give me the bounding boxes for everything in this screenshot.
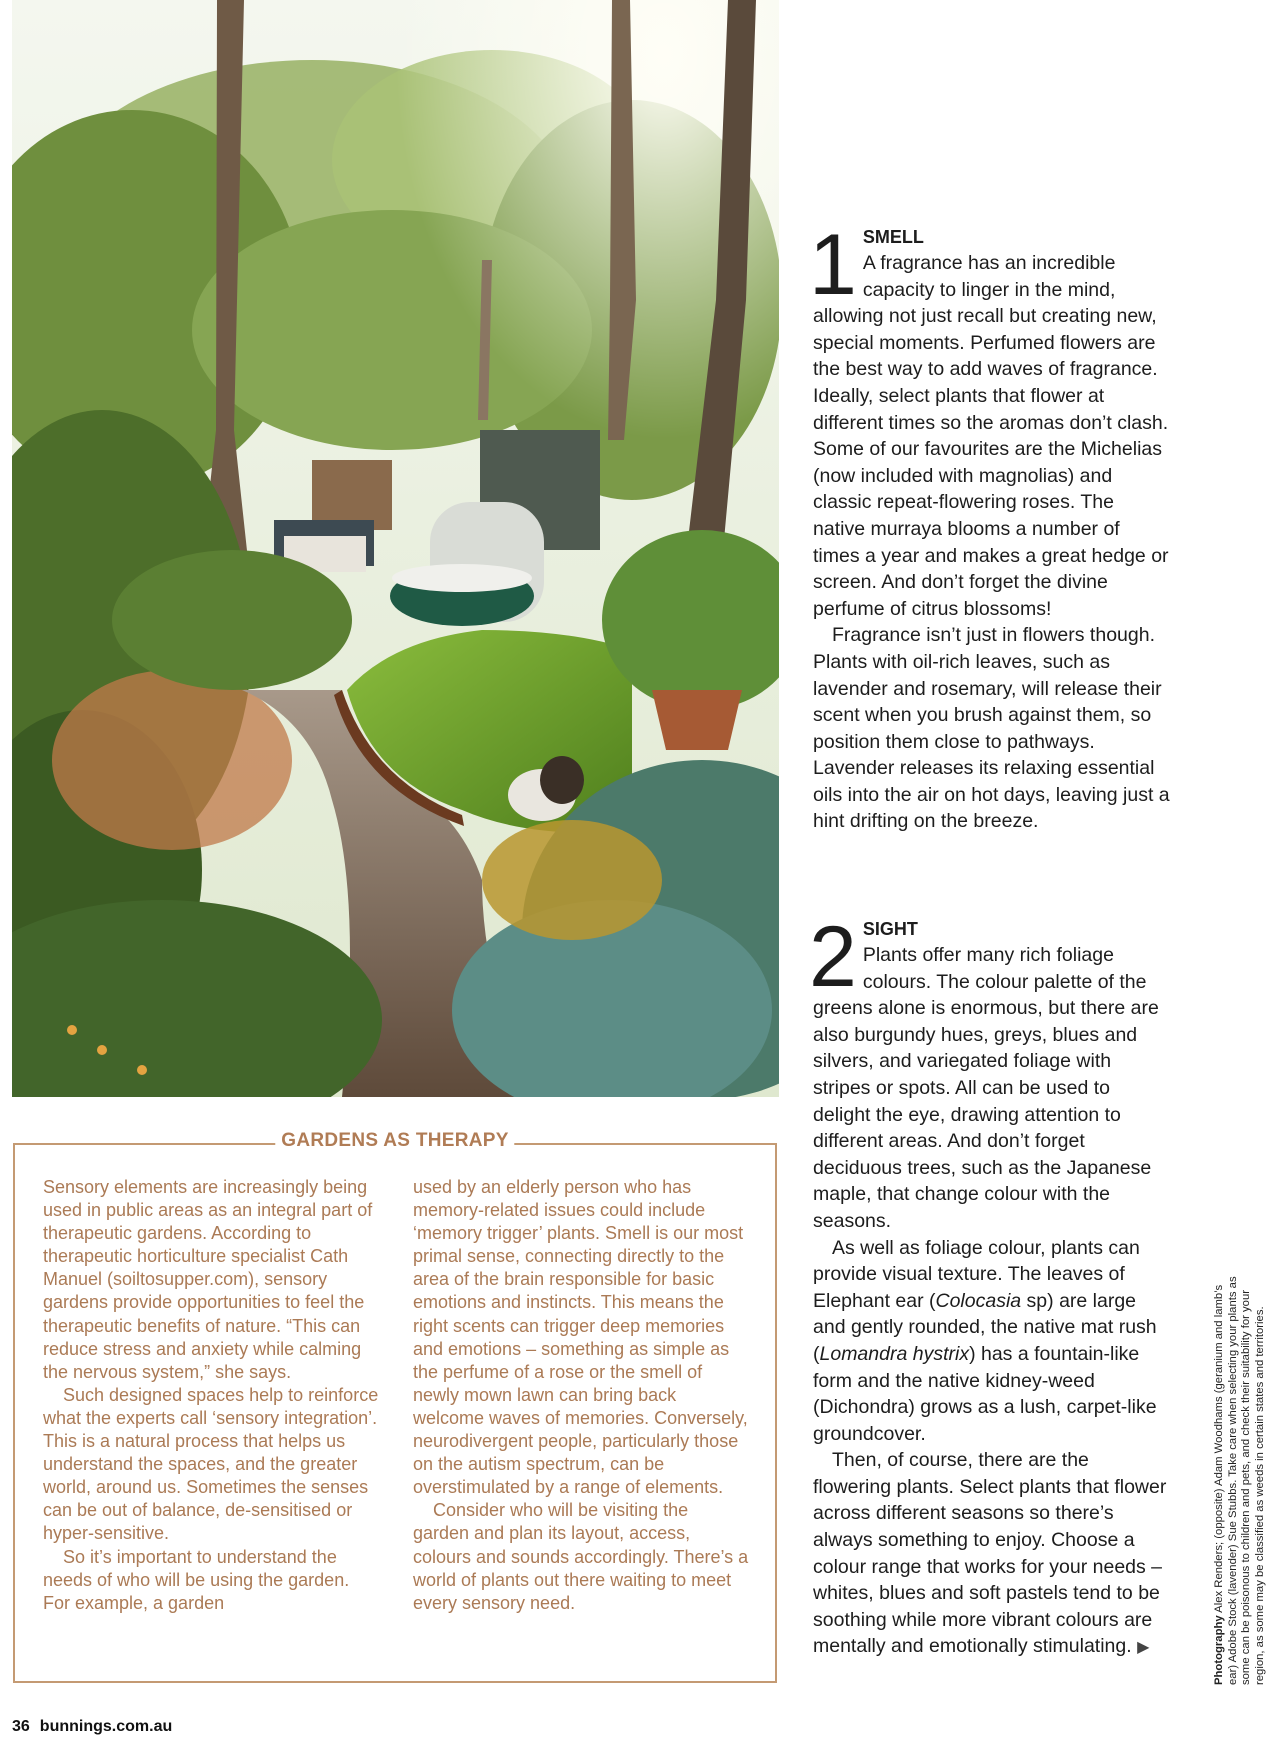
text-run: ) has a fountain-like form and the native kidney-weed (Dichondra) grows as a lush, carpet-like groundcover. (813, 1342, 1157, 1445)
drop-cap-number: 1 (809, 217, 857, 313)
section-heading: SIGHT (862, 919, 918, 939)
section-sight (809, 909, 1171, 1662)
credit-text: Alex Renders; (opposite) Adam Woodhams (geranium and lamb’s ear) Adobe Stock (lavender) Sue Stubbs. Take care when selecting your plants as some can be poisonous to children and pets, and check their suitability for your region, as some may be classified as weeds in certain states and territories. (1213, 1276, 1266, 1685)
photo-credit-wrapper (1213, 1265, 1275, 1685)
body-paragraph (813, 1447, 1171, 1662)
therapy-paragraph: Consider who will be visiting the garden and plan its layout, access, colours and sounds accordingly. There’s a world of plants out there waiting to meet every sensory need. (413, 1500, 749, 1613)
body-paragraph: Fragrance isn’t just in flowers though. Plants with oil-rich leaves, such as lavender and rosemary, will release their scent when you brush against them, so position them close to pathways. Lavender releases its relaxing essential oils into the air on hot days, leaving just a hint drifting on the breeze. (813, 624, 1170, 833)
section-smell (809, 217, 1171, 835)
body-paragraph: Plants offer many rich foliage colours. The colour palette of the greens alone is enormous, but there are also burgundy hues, greys, blues and silvers, and variegated foliage with stripes or spots. All can be used to delight the eye, drawing attention to different areas. And don’t forget deciduous trees, such as the Japanese maple, that change colour with the seasons. (813, 944, 1159, 1232)
section-heading: SMELL (862, 227, 924, 247)
page-number: 36 (12, 1718, 30, 1735)
therapy-column-left (43, 1176, 379, 1615)
therapy-box-title: GARDENS AS THERAPY (275, 1130, 514, 1152)
page-footer (12, 1718, 172, 1736)
therapy-paragraph: used by an elderly person who has memory-related issues could include ‘memory trigger’ plants. Smell is our most primal sense, connecting directly to the area of the brain responsible for basic emotions and instincts. This means the right scents can trigger deep memories and emotions – something as simple as the perfume of a rose or the smell of newly mown lawn can bring back welcome waves of memories. Conversely, neurodivergent people, particularly those on the autism spectrum, can be overstimulated by a range of elements. (413, 1177, 748, 1498)
body-paragraph: A fragrance has an incredible capacity to linger in the mind, allowing not just recall but creating new, special moments. Perfumed flowers are the best way to add waves of fragrance. Ideally, select plants that flower at different times so the aromas don’t clash. Some of our favourites are the Michelias (now included with magnolias) and classic repeat-flowering roses. The native murraya blooms a number of times a year and makes a great hedge or screen. And don’t forget the divine perfume of citrus blossoms! (813, 252, 1169, 620)
therapy-column-right (413, 1176, 749, 1615)
photo-credit (1213, 1265, 1267, 1685)
credit-label: Photography (1213, 1615, 1225, 1685)
garden-photo (12, 0, 779, 1097)
end-of-article-icon: ▶ (1137, 1639, 1150, 1657)
drop-cap-number: 2 (809, 909, 857, 1005)
therapy-paragraph: Such designed spaces help to reinforce what the experts call ‘sensory integration’. This is a natural process that helps us understand the spaces, and the greater world, around us. Sometimes the senses can be out of balance, de-sensitised or hyper-sensitive. (43, 1384, 379, 1544)
garden-illustration (12, 0, 779, 1097)
therapy-paragraph: So it’s important to understand the needs of who will be using the garden. For example, a garden (43, 1546, 350, 1613)
text-run: Then, of course, there are the flowering plants. Select plants that flower across different seasons so there’s always something to enjoy. Choose a colour range that works for your needs – whites, blues and soft pastels tend to be soothing while more vibrant colours are mentally and emotionally stimulating. (813, 1449, 1167, 1658)
plant-name-italic: Lomandra hystrix (819, 1342, 970, 1365)
text-run: sp) are large and gently rounded, the native mat rush ( (813, 1289, 1157, 1365)
therapy-paragraph: Sensory elements are increasingly being used in public areas as an integral part of therapeutic gardens. According to therapeutic horticulture specialist Cath Manuel (soiltosupper.com), sensory gardens provide opportunities to feel the therapeutic benefits of nature. “This can reduce stress and anxiety while calming the nervous system,” she says. (43, 1177, 373, 1382)
text-run: As well as foliage colour, plants can provide visual texture. The leaves of Elephant ear ( (813, 1236, 1140, 1312)
plant-name-italic: Colocasia (935, 1289, 1022, 1312)
body-paragraph (813, 1235, 1171, 1448)
gardens-as-therapy-box (13, 1130, 777, 1683)
footer-website: bunnings.com.au (39, 1718, 173, 1735)
